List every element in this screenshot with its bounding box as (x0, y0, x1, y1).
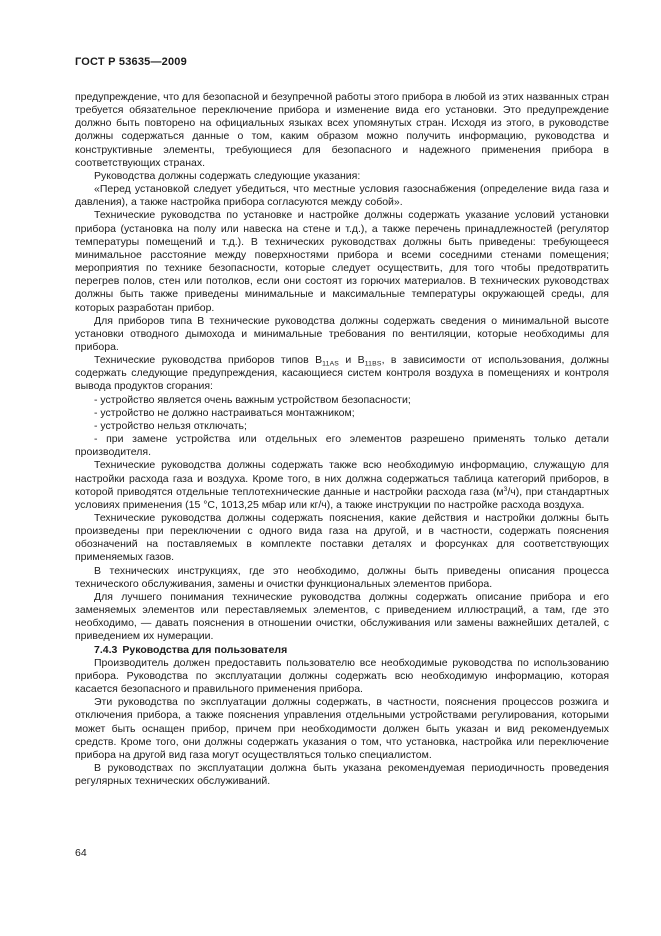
paragraph-10: Для лучшего понимания технические руководства должны содержать описание прибора и его заменяемых элементов или переставляемых элементов, с приведением иллюстраций, а там, где это необходимо, — давать пояснения в отношении очистки, обслуживания или замены важнейших деталей, с приведением их нумерации. (75, 590, 609, 643)
page-number: 64 (75, 847, 87, 859)
paragraph-9: В технических инструкциях, где это необходимо, должны быть приведены описания процесса технического обслуживания, замены и очистки функциональных элементов прибора. (75, 564, 609, 590)
paragraph-2: Руководства должны содержать следующие указания: (94, 169, 361, 182)
paragraph-8: Технические руководства должны содержать пояснения, какие действия и настройки должны быть произведены при переключении с одного вида газа на другой, и в частности, содержать пояснения обозначений на поставляемых в комплекте поставки деталях и форсунках для соответствующих применяемых газов. (75, 512, 609, 564)
document-body (75, 91, 609, 788)
paragraph-6 (75, 354, 609, 393)
paragraph-11: Производитель должен предоставить пользователю все необходимые руководства по использованию прибора. Руководства по эксплуатации должны содержать всю необходимую информацию, которая касается безопасного и правильного применения прибора. (75, 656, 609, 696)
paragraph-6-text: , в зависимости от использования, должны содержать следующие предупреждения, касающиеся систем контроля воздуха в помещениях и контроля вывода продуктов сгорания: (75, 354, 609, 393)
paragraph-1: предупреждение, что для безопасной и безупречной работы этого прибора в любой из этих названных стран требуется обязательное переключение прибора и изменение вида его установки. Это предупреждение должно быть повторено на официальных языках всех упомянутых стран. Исходя из этого, в руководстве должны содержаться данные о том, каким образом можно получить информацию, руководства и конструктивные элементы, требующиеся для безопасного и надежного применения прибора в соответствующих странах. (75, 91, 609, 169)
section-heading-7-4-3 (75, 644, 609, 657)
paragraph-7-text: Технические руководства должны содержать также всю необходимую информацию, служащую для настройки расхода газа и воздуха. Кроме того, в них должна содержаться таблица категорий приборов, в которой приводятся отдельные теплотехнические данные и настройки расхода газа (м (75, 459, 609, 498)
bullet-item-4: - при замене устройства или отдельных его элементов разрешено применять только детали производителя. (75, 433, 609, 459)
paragraph-5: Для приборов типа В технические руководства должны содержать сведения о минимальной высоте установки отводного дымохода и минимальные требования по вентиляции, которые необходимы для прибора. (75, 314, 609, 353)
bullet-item-2: - устройство не должно настраиваться монтажником; (94, 406, 355, 419)
paragraph-6-text: и В (339, 354, 365, 367)
paragraph-7 (75, 459, 609, 512)
bullet-item-1: - устройство является очень важным устройством безопасности; (94, 393, 411, 406)
paragraph-3: «Перед установкой следует убедиться, что местные условия газоснабжения (определение вида газа и давления), а также настройка прибора согласуются между собой». (75, 183, 609, 209)
paragraph-13: В руководствах по эксплуатации должна быть указана рекомендуемая периодичность проведения регулярных технических обслуживаний. (75, 761, 609, 788)
paragraph-7-text: /ч), при стандартных условиях применения (15 °С, 1013,25 мбар или кг/ч), а также инструкции по настройке расхода воздуха. (75, 485, 609, 511)
section-title: Руководства для пользователя (122, 643, 288, 656)
document-code: ГОСТ Р 53635—2009 (75, 56, 187, 68)
paragraph-12: Эти руководства по эксплуатации должны содержать, в частности, пояснения процессов розжига и отключения прибора, а также пояснения управления отдельными устройствами регулирования, которыми может быть оснащен прибор, причем при необходимости должен быть указан и вид рекомендуемых средств. Кроме того, они должны содержать указания о том, что установка, настройка или переключение прибора на другой вид газа могут осуществляться только специалистом. (75, 696, 609, 761)
bullet-item-3: - устройство нельзя отключать; (94, 419, 247, 432)
section-number: 7.4.3 (94, 643, 118, 656)
paragraph-6-text: Технические руководства приборов типов В (94, 354, 323, 367)
type-subscript-11bs: 11BS (364, 360, 382, 368)
type-subscript-11as: 11AS (322, 360, 340, 368)
cubic-meter-superscript: 3 (503, 485, 508, 493)
paragraph-4: Технические руководства по установке и настройке должны содержать указание условий установки прибора (установка на полу или навеска на стене и т.д.), а также перечень принадлежностей (регулятор температуры помещений и т.д.). В технических руководствах должны быть приведены: требующееся минимальное расстояние между поверхностями прибора и всеми соседними стенами помещения; мероприятия по технике безопасности, которые следует осуществить, для того чтобы предотвратить перегрев полов, стен или потолков, если они состоят из горючих материалов. В технических руководствах должны быть также приведены минимальные и максимальные температуры окружающей среды, для которых разработан прибор. (75, 209, 609, 314)
